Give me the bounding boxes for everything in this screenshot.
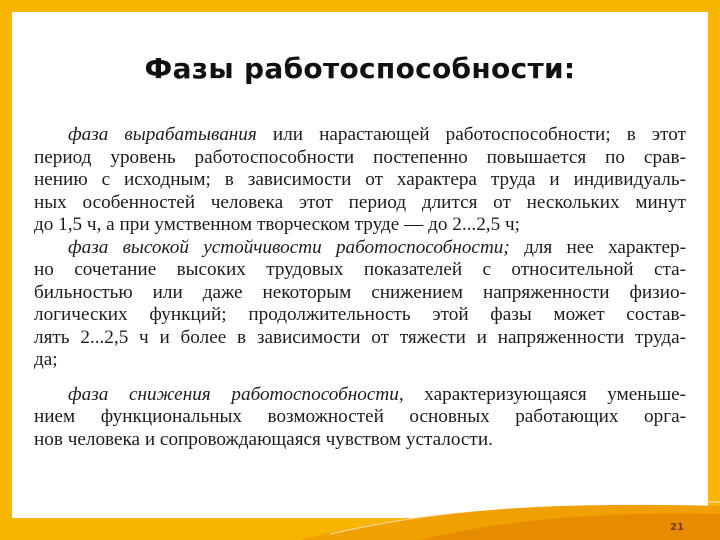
p1-line-2: период уровень работоспособности постепенно повышается по срав- bbox=[34, 146, 686, 168]
p1-line-1: фаза вырабатывания или нарастающей работоспособности; в этот bbox=[68, 124, 686, 145]
p2-line-5: лять 2...2,5 ч и более в зависимости от тяжести и напряженности труда- bbox=[34, 326, 686, 348]
phase-3-term: фаза снижения работоспособности, bbox=[68, 383, 404, 405]
p2-line-3: бильностью или даже некоторым снижением напряженности физио- bbox=[34, 281, 686, 303]
p2-line-4: логических функций; продолжительность этой фазы может состав- bbox=[34, 304, 686, 325]
slide-title: Фазы работоспособности: bbox=[144, 52, 576, 85]
p1-line-5: до 1,5 ч, а при умственном творческом труде — до 2...2,5 ч; bbox=[34, 214, 520, 235]
p3-line-1: фаза снижения работоспособности, характеризующаяся уменьше- bbox=[68, 383, 686, 405]
p3-line-3: нов человека и сопровождающаяся чувством усталости. bbox=[34, 428, 493, 450]
phase-2-term: фаза высокой устойчивости работоспособности; bbox=[68, 236, 510, 258]
page-number: 21 bbox=[670, 522, 684, 533]
p2-line-1: фаза высокой устойчивости работоспособности; для нее характер- bbox=[68, 236, 686, 258]
p3-line-2: нием функциональных возможностей основных работающих орга- bbox=[34, 406, 686, 427]
footer-swoosh-decoration bbox=[0, 494, 720, 540]
slide-body bbox=[34, 124, 686, 451]
p1-line-3: нению с исходным; в зависимости от характера труда и индивидуаль- bbox=[34, 169, 686, 190]
paragraph-gap bbox=[34, 372, 686, 384]
p2-line-2: но сочетание высоких трудовых показателей с относительной ста- bbox=[34, 259, 686, 280]
phase-1-term: фаза вырабатывания bbox=[68, 124, 257, 145]
p2-line-6: да; bbox=[34, 349, 58, 370]
p1-line-4: ных особенностей человека этот период длится от нескольких минут bbox=[34, 191, 686, 213]
